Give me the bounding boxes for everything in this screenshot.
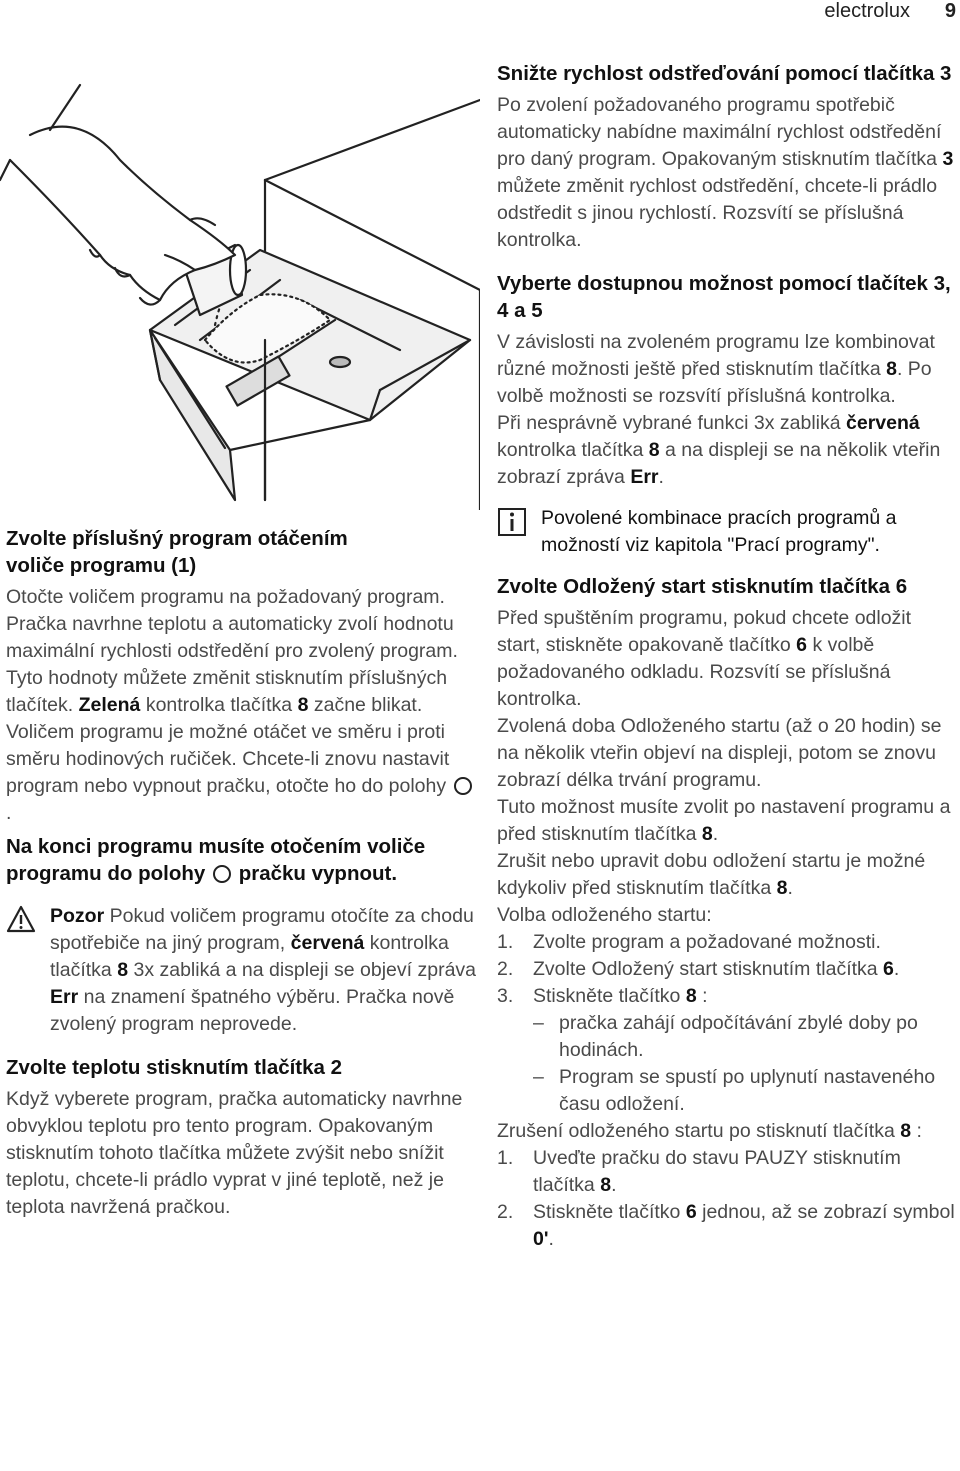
caution-note	[6, 903, 476, 1038]
brand-name: electrolux	[824, 0, 910, 22]
text: Před spuštěním programu, pokud chcete odložit start, stiskněte opakovaně tlačítko	[497, 607, 912, 656]
heading-temperature: Zvolte teplotu stisknutím tlačítka 2	[6, 1056, 343, 1079]
button-number: 3	[942, 148, 954, 170]
text: .	[611, 1174, 617, 1196]
info-icon	[497, 507, 527, 537]
symbol-code: 0'	[533, 1228, 549, 1250]
paragraph-delay-4	[497, 848, 957, 902]
text: kontrolka tlačítka	[50, 932, 449, 981]
heading-program-selector	[6, 525, 476, 579]
text: .	[658, 466, 664, 488]
text: .	[712, 823, 719, 845]
text: Uveďte pračku do stavu PAUZY stisknutím tlačítka	[533, 1147, 901, 1196]
heading-delay-start: Zvolte Odložený start stisknutím tlačítka 6	[497, 575, 908, 598]
text: kontrolka tlačítka	[497, 439, 644, 461]
text: Voličem programu je možné otáčet ve směru i proti směru hodinových ručiček. Chcete-li znovu nastavit program nebo vypnout pračku, otočte ho do polohy	[6, 721, 450, 797]
text: Při nesprávně vybrané funkci 3x zabliká	[497, 412, 841, 434]
right-column	[497, 60, 957, 1253]
list-number: 3.	[497, 985, 514, 1007]
warning-icon	[6, 905, 36, 933]
text: :	[911, 1120, 922, 1142]
paragraph-cancel-delay	[497, 1118, 957, 1145]
text: :	[696, 985, 708, 1007]
text: .	[548, 1228, 554, 1250]
text: Otočte voličem programu na požadovaný program. Pračka navrhne teplotu a automaticky zvolí hodnotu maximální rychlosti odstředění pro zvolený program. Tyto hodnoty můžete změnit stisknutím příslušných tlačítek.	[6, 586, 458, 716]
button-number: 6	[685, 1201, 697, 1223]
text: Pokud voličem programu otočíte za chodu spotřebiče na jiný program,	[50, 905, 474, 954]
detergent-drawer-illustration	[0, 40, 480, 510]
button-number: 8	[701, 823, 713, 845]
error-code: Err	[630, 466, 659, 488]
paragraph-delay-2: Zvolená doba Odloženého startu (až o 20 hodin) se na několik vteřin objeví na displeji, potom se znovu zobrazí délka trvání programu.	[497, 715, 942, 791]
green-label: Zelená	[78, 694, 141, 716]
text: k volbě požadovaného odkladu. Rozsvítí se příslušná kontrolka.	[497, 634, 891, 710]
list-item	[497, 929, 957, 956]
red-label: červená	[290, 932, 365, 954]
text: pračku vypnout.	[238, 862, 398, 885]
list-item	[497, 983, 957, 1010]
page-header	[0, 0, 960, 30]
text: pračka zahájí odpočítávání zbylé doby po hodinách.	[559, 1012, 918, 1061]
red-label: červená	[846, 412, 920, 434]
off-position-icon	[213, 865, 231, 883]
text: můžete změnit rychlost odstředění, chcete-li prádlo odstředit s jinou rychlostí. Rozsvítí se příslušná kontrolka.	[497, 175, 938, 251]
paragraph-options-error	[497, 410, 957, 491]
info-note	[497, 505, 957, 559]
page-number: 9	[944, 0, 956, 22]
text: 3x zabliká a na displeji se objeví zpráva	[133, 959, 477, 981]
heading-end-of-program	[6, 833, 476, 887]
text: .	[787, 877, 793, 899]
button-number: 8	[648, 439, 660, 461]
text: kontrolka tlačítka	[145, 694, 293, 716]
button-number: 8	[776, 877, 788, 899]
text: Po zvolení požadovaného programu spotřebič automaticky nabídne maximální rychlost odstředění pro daný program. Opakovaným stisknutím tlačítka	[497, 94, 942, 170]
paragraph-options	[497, 329, 957, 410]
text: Zrušit nebo upravit dobu odložení startu je možné kdykoliv před stisknutím tlačítka	[497, 850, 926, 899]
text: Opakovaným stisknutím tohoto tlačítka můžete zvýšit nebo snížit teplotu, chcete-li prádlo vyprat v jiné teplotě, než je teplota navržená pračkou.	[6, 1115, 444, 1218]
paragraph-rotation	[6, 719, 476, 827]
text: Když vyberete program, pračka automaticky navrhne obvyklou teplotu pro tento program.	[6, 1088, 463, 1137]
text: a na displeji se na několik vteřin zobrazí zpráva	[497, 439, 941, 488]
heading-line: voliče programu (1)	[6, 554, 197, 577]
list-item	[497, 956, 957, 983]
caution-label: Pozor	[50, 905, 105, 927]
heading-spin-speed: Snižte rychlost odstřeďování pomocí tlačítka 3	[497, 62, 952, 85]
list-number: 1.	[497, 1147, 514, 1169]
text: Zvolte program a požadované možnosti.	[533, 931, 881, 953]
text: Tuto možnost musíte zvolit po nastavení programu a před stisknutím tlačítka	[497, 796, 951, 845]
dash-item	[497, 1010, 957, 1064]
text: Na konci programu musíte otočením voliče programu do polohy	[6, 835, 426, 885]
dash-bullet: –	[533, 1066, 544, 1088]
paragraph-delay-3	[497, 794, 957, 848]
paragraph-spin	[497, 92, 957, 254]
text: V závislosti na zvoleném programu lze kombinovat různé možnosti ještě před stisknutím tlačítka	[497, 331, 935, 380]
error-code: Err	[50, 986, 79, 1008]
button-number: 8	[117, 959, 129, 981]
dash-bullet: –	[533, 1012, 544, 1034]
left-column	[6, 525, 476, 1221]
list-number: 2.	[497, 1201, 514, 1223]
button-number: 8	[900, 1120, 912, 1142]
text: na znamení špatného výběru. Pračka nově zvolený program neprovede.	[50, 986, 455, 1035]
list-item	[497, 1145, 957, 1199]
button-number: 8	[685, 985, 697, 1007]
button-number: 8	[297, 694, 309, 716]
text: .	[893, 958, 900, 980]
list-number: 2.	[497, 958, 514, 980]
text: Program se spustí po uplynutí nastaveného času odložení.	[559, 1066, 936, 1115]
delay-steps-list	[497, 929, 957, 1010]
text: Stiskněte tlačítko	[533, 1201, 681, 1223]
info-text: Povolené kombinace pracích programů a možností viz kapitola "Prací programy".	[541, 507, 897, 556]
text: jednou, až se zobrazí symbol	[702, 1201, 955, 1223]
paragraph-program	[6, 584, 476, 719]
text: začne blikat.	[313, 694, 423, 716]
button-number: 6	[883, 958, 894, 980]
text: .	[6, 802, 12, 824]
list-number: 1.	[497, 931, 514, 953]
dash-item	[497, 1064, 957, 1118]
paragraph-delay-1	[497, 605, 957, 713]
cancel-steps-list	[497, 1145, 957, 1253]
off-position-icon	[454, 777, 472, 795]
text: . Po volbě možnosti se rozsvítí příslušná kontrolka.	[497, 358, 932, 407]
heading-line: Zvolte příslušný program otáčením	[6, 527, 348, 550]
text: Zvolte Odložený start stisknutím tlačítka	[533, 958, 878, 980]
button-number: 8	[886, 358, 897, 380]
button-number: 8	[600, 1174, 612, 1196]
button-number: 6	[796, 634, 808, 656]
heading-options: Vyberte dostupnou možnost pomocí tlačítek 3, 4 a 5	[497, 272, 951, 322]
list-item	[497, 1199, 957, 1253]
paragraph-delay-5: Volba odloženého startu:	[497, 904, 712, 926]
text: Zrušení odloženého startu po stisknutí tlačítka	[497, 1120, 895, 1142]
text: Stiskněte tlačítko	[533, 985, 681, 1007]
paragraph-temperature	[6, 1086, 476, 1221]
